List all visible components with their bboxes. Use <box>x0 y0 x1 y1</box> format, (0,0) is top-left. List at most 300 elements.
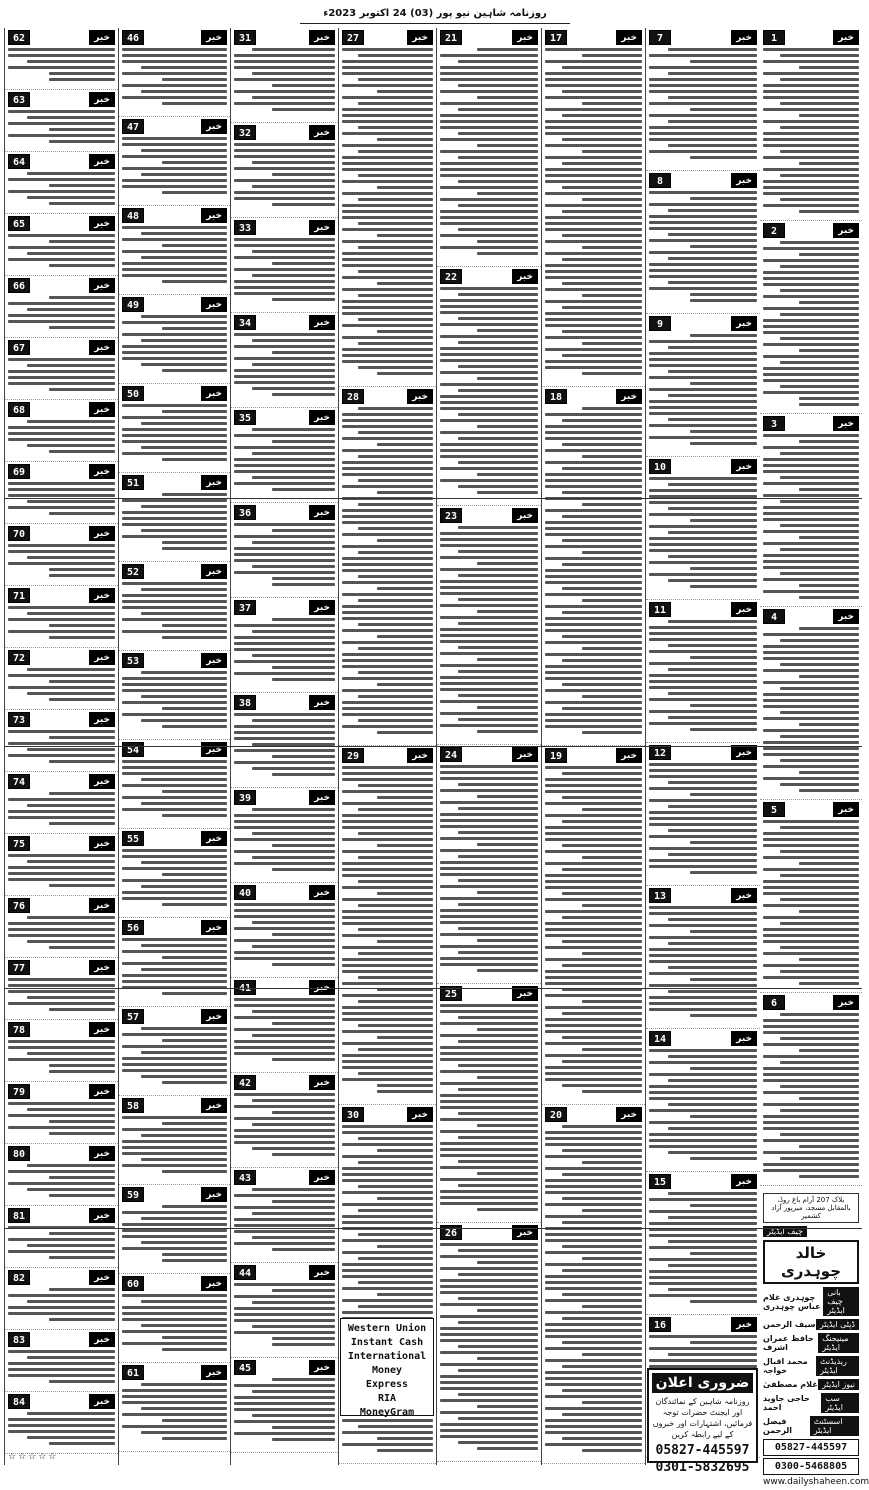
text-line <box>8 866 115 869</box>
text-line <box>49 72 115 75</box>
text-line <box>440 676 538 679</box>
text-line <box>440 1351 538 1354</box>
text-line <box>49 1132 115 1135</box>
text-line <box>763 590 859 593</box>
text-line <box>763 1103 859 1106</box>
item-tag-label: خبر <box>89 1146 115 1161</box>
text-line <box>234 1408 335 1411</box>
text-line <box>8 810 115 813</box>
text-line <box>763 1127 859 1130</box>
text-line <box>440 353 538 356</box>
text-line <box>763 295 859 298</box>
news-item <box>646 1172 760 1315</box>
text-line <box>342 1078 433 1081</box>
text-line <box>440 915 538 918</box>
text-line <box>562 611 642 614</box>
text-line <box>342 48 433 51</box>
text-line <box>458 927 538 930</box>
text-line <box>763 1121 859 1124</box>
text-line <box>252 1390 335 1393</box>
text-line <box>342 300 433 303</box>
text-line <box>545 946 642 949</box>
text-line <box>545 449 642 452</box>
text-line <box>545 958 642 961</box>
text-line <box>440 299 538 302</box>
text-line <box>234 143 335 146</box>
text-line <box>440 933 538 936</box>
text-line <box>234 1283 335 1286</box>
text-line <box>763 964 859 967</box>
text-line <box>8 66 115 69</box>
text-line <box>763 928 859 931</box>
text-line <box>234 903 335 906</box>
text-line <box>440 586 538 589</box>
item-number-badge: 6 <box>763 995 785 1010</box>
text-line <box>458 204 538 207</box>
text-line <box>545 264 642 267</box>
text-line <box>440 957 538 960</box>
item-number-badge: 71 <box>8 588 30 603</box>
item-tag-label: خبر <box>309 1170 335 1185</box>
text-line <box>358 1072 433 1075</box>
text-line <box>162 956 227 959</box>
text-line <box>234 648 335 651</box>
item-number-badge: 26 <box>440 1225 462 1240</box>
text-line <box>690 567 757 570</box>
text-line <box>562 1149 642 1152</box>
item-number-badge: 46 <box>122 30 144 45</box>
item-tag-label: خبر <box>731 173 757 188</box>
text-line <box>545 814 642 817</box>
text-line <box>545 1287 642 1290</box>
text-line <box>8 1424 115 1427</box>
text-line <box>545 360 642 363</box>
text-line <box>458 550 538 553</box>
text-line <box>649 513 757 516</box>
item-text-block <box>122 1116 227 1173</box>
text-line <box>440 1267 538 1270</box>
text-line <box>252 1147 335 1150</box>
text-line <box>649 66 757 69</box>
text-line <box>234 1384 335 1387</box>
item-text-block <box>649 48 757 159</box>
news-item <box>231 1358 338 1453</box>
item-number-badge: 61 <box>122 1365 144 1380</box>
text-line <box>27 556 115 559</box>
text-line <box>440 544 538 547</box>
text-line <box>545 1006 642 1009</box>
text-line <box>763 367 859 370</box>
text-line <box>162 1259 227 1262</box>
text-line <box>763 343 859 346</box>
text-line <box>342 790 433 793</box>
text-line <box>252 1099 335 1102</box>
text-line <box>342 772 433 775</box>
text-line <box>234 434 335 437</box>
text-line <box>780 198 859 201</box>
text-line <box>440 78 538 81</box>
text-line <box>141 1407 227 1410</box>
text-line <box>545 1185 642 1188</box>
text-line <box>122 606 227 609</box>
text-line <box>649 1276 757 1279</box>
text-line <box>477 843 538 846</box>
news-item <box>231 503 338 598</box>
text-line <box>8 358 115 361</box>
text-line <box>668 668 757 671</box>
text-line <box>582 342 642 345</box>
item-tag-label: خبر <box>407 30 433 45</box>
item-tag-label: خبر <box>201 742 227 757</box>
text-line <box>162 992 227 995</box>
text-line <box>649 638 757 641</box>
text-line <box>377 282 433 285</box>
item-number-badge: 24 <box>440 747 462 762</box>
text-line <box>162 903 227 906</box>
text-line <box>358 527 433 530</box>
text-line <box>562 916 642 919</box>
text-line <box>377 587 433 590</box>
text-line <box>763 96 859 99</box>
news-item <box>119 473 230 562</box>
item-number-badge: 27 <box>342 30 364 45</box>
text-line <box>458 180 538 183</box>
text-line <box>122 137 227 140</box>
text-line <box>763 120 859 123</box>
text-line <box>763 168 859 171</box>
text-line <box>780 898 859 901</box>
text-line <box>582 1161 642 1164</box>
staff-name: غلام مصطفیٰ <box>763 1380 818 1389</box>
text-line <box>440 383 538 386</box>
text-line <box>780 313 859 316</box>
text-line <box>8 320 115 323</box>
text-line <box>122 950 227 953</box>
text-line <box>342 946 433 949</box>
text-line <box>234 672 335 675</box>
text-line <box>649 769 757 772</box>
text-line <box>440 1094 538 1097</box>
text-line <box>342 521 433 524</box>
text-line <box>545 605 642 608</box>
text-line <box>342 473 433 476</box>
text-line <box>342 192 433 195</box>
news-item <box>760 800 862 993</box>
item-tag-label: خبر <box>833 995 859 1010</box>
text-line <box>763 1115 859 1118</box>
text-line <box>649 1294 757 1297</box>
text-line <box>582 102 642 105</box>
item-text-block <box>122 671 227 728</box>
text-line <box>440 1285 538 1288</box>
text-line <box>690 704 757 707</box>
item-tag-label: خبر <box>833 802 859 817</box>
text-line <box>545 994 642 997</box>
text-line <box>141 695 227 698</box>
office-address: بلاک 207 آرام باغ روڈ، بالمقابل مسجد، میرپور آزاد کشمیر <box>763 1193 859 1223</box>
text-line <box>668 531 757 534</box>
item-tag-label: خبر <box>731 316 757 331</box>
text-line <box>780 1037 859 1040</box>
item-number-badge: 33 <box>234 220 256 235</box>
text-line <box>122 594 227 597</box>
item-tag-label: خبر <box>89 712 115 727</box>
text-line <box>440 467 538 470</box>
text-line <box>377 1149 433 1152</box>
staff-role: نیوز ایڈیٹر <box>818 1379 859 1390</box>
text-line <box>27 308 115 311</box>
text-line <box>690 442 757 445</box>
news-item <box>5 1392 118 1454</box>
news-item <box>5 1020 118 1082</box>
text-line <box>649 412 757 415</box>
text-line <box>8 258 115 261</box>
item-text-block <box>122 1383 227 1440</box>
text-line <box>122 1045 227 1048</box>
text-line <box>649 1246 757 1249</box>
item-number-badge: 49 <box>122 297 144 312</box>
text-line <box>8 1250 115 1253</box>
text-line <box>49 760 115 763</box>
text-line <box>763 60 859 63</box>
text-line <box>141 778 227 781</box>
text-line <box>545 1281 642 1284</box>
item-tag-label: خبر <box>89 30 115 45</box>
item-tag-label: خبر <box>616 748 642 763</box>
text-line <box>545 312 642 315</box>
item-tag-label: خبر <box>89 526 115 541</box>
text-line <box>342 1155 433 1158</box>
text-line <box>342 1012 433 1015</box>
text-line <box>458 437 538 440</box>
text-line <box>272 1378 335 1381</box>
item-text-block <box>342 48 433 375</box>
text-line <box>440 1082 538 1085</box>
text-line <box>342 96 433 99</box>
text-line <box>8 488 115 491</box>
text-line <box>440 234 538 237</box>
text-line <box>342 659 433 662</box>
text-line <box>122 772 227 775</box>
text-line <box>562 90 642 93</box>
item-tag-label: خبر <box>512 747 538 762</box>
text-line <box>562 868 642 871</box>
text-line <box>545 832 642 835</box>
item-number-badge: 72 <box>8 650 30 665</box>
text-line <box>342 108 433 111</box>
text-line <box>562 210 642 213</box>
text-line <box>162 410 227 413</box>
text-line <box>440 347 538 350</box>
news-item <box>339 746 436 1105</box>
staff-role: بانی چیف ایڈیٹر <box>823 1287 859 1316</box>
text-line <box>272 773 335 776</box>
text-line <box>458 132 538 135</box>
text-line <box>440 616 538 619</box>
text-line <box>649 537 757 540</box>
text-line <box>763 204 859 207</box>
text-line <box>440 700 538 703</box>
text-line <box>252 808 335 811</box>
text-line <box>649 90 757 93</box>
text-line <box>799 66 859 69</box>
text-line <box>342 707 433 710</box>
text-line <box>545 1054 642 1057</box>
text-line <box>234 1396 335 1399</box>
text-line <box>8 1102 115 1105</box>
text-line <box>342 994 433 997</box>
item-tag-label: خبر <box>89 1084 115 1099</box>
news-item <box>231 28 338 123</box>
text-line <box>690 793 757 796</box>
text-line <box>27 1188 115 1191</box>
item-text-block <box>440 765 538 972</box>
text-line <box>458 317 538 320</box>
text-line <box>649 775 757 778</box>
text-line <box>799 536 859 539</box>
row-separator-line <box>4 746 862 747</box>
text-line <box>582 856 642 859</box>
text-line <box>234 286 335 289</box>
text-line <box>27 1164 115 1167</box>
text-line <box>545 778 642 781</box>
item-tag-label: خبر <box>731 888 757 903</box>
text-line <box>342 1042 433 1045</box>
news-item <box>437 267 541 506</box>
text-line <box>162 1170 227 1173</box>
text-line <box>49 240 115 243</box>
text-line <box>477 1124 538 1127</box>
text-line <box>440 592 538 595</box>
text-line <box>562 1365 642 1368</box>
text-line <box>458 783 538 786</box>
text-line <box>477 730 538 733</box>
text-line <box>582 1090 642 1093</box>
text-line <box>342 1060 433 1063</box>
text-line <box>649 424 757 427</box>
text-line <box>49 1232 115 1235</box>
text-line <box>162 624 227 627</box>
item-number-badge: 20 <box>545 1107 567 1122</box>
text-line <box>272 529 335 532</box>
item-number-badge: 69 <box>8 464 30 479</box>
text-line <box>562 1036 642 1039</box>
text-line <box>440 1339 538 1342</box>
text-line <box>342 60 433 63</box>
item-text-block <box>234 1378 335 1441</box>
text-line <box>377 330 433 333</box>
text-line <box>122 511 227 514</box>
text-line <box>649 1359 757 1362</box>
text-line <box>234 1402 335 1405</box>
text-line <box>8 1182 115 1185</box>
item-tag-label: خبر <box>89 650 115 665</box>
text-line <box>27 748 115 751</box>
text-line <box>234 381 335 384</box>
text-line <box>49 184 115 187</box>
text-line <box>440 407 538 410</box>
text-line <box>234 1230 335 1233</box>
text-line <box>649 1145 757 1148</box>
text-line <box>562 563 642 566</box>
text-line <box>649 358 757 361</box>
item-tag-label: خبر <box>512 1225 538 1240</box>
text-line <box>122 1069 227 1072</box>
text-line <box>252 476 335 479</box>
staff-name: حافظ عمران اشرف <box>763 1334 814 1352</box>
text-line <box>440 1034 538 1037</box>
item-text-block <box>342 407 433 734</box>
news-item <box>119 562 230 651</box>
item-text-block <box>763 820 859 985</box>
text-line <box>49 636 115 639</box>
text-line <box>440 54 538 57</box>
text-line <box>458 341 538 344</box>
text-line <box>649 722 757 725</box>
text-line <box>562 66 642 69</box>
text-line <box>562 515 642 518</box>
text-line <box>49 822 115 825</box>
text-line <box>668 418 757 421</box>
text-line <box>8 1040 115 1043</box>
text-line <box>440 765 538 768</box>
text-line <box>234 1135 335 1138</box>
item-number-badge: 4 <box>763 609 785 624</box>
text-line <box>440 1202 538 1205</box>
text-line <box>8 1312 115 1315</box>
text-line <box>545 132 642 135</box>
text-line <box>763 108 859 111</box>
text-line <box>477 1357 538 1360</box>
text-line <box>342 210 433 213</box>
text-line <box>562 1245 642 1248</box>
item-number-badge: 59 <box>122 1187 144 1202</box>
text-line <box>458 1184 538 1187</box>
text-line <box>545 928 642 931</box>
text-line <box>358 503 433 506</box>
notice-title: ضروری اعلان <box>652 1373 753 1393</box>
text-line <box>458 108 538 111</box>
item-text-block <box>234 428 335 491</box>
text-line <box>252 428 335 431</box>
text-line <box>342 66 433 69</box>
text-line <box>234 820 335 823</box>
text-line <box>440 1004 538 1007</box>
text-line <box>799 1175 859 1178</box>
text-line <box>562 820 642 823</box>
text-line <box>342 838 433 841</box>
text-line <box>458 1064 538 1067</box>
text-line <box>763 1025 859 1028</box>
text-line <box>458 622 538 625</box>
text-line <box>799 253 859 256</box>
item-tag-label: خبر <box>89 1394 115 1409</box>
text-line <box>122 226 227 229</box>
text-line <box>763 373 859 376</box>
item-tag-label: خبر <box>309 885 335 900</box>
text-line <box>234 749 335 752</box>
text-line <box>122 938 227 941</box>
text-line <box>668 394 757 397</box>
item-number-badge: 38 <box>234 695 256 710</box>
item-text-block <box>8 1164 115 1197</box>
text-line <box>780 1109 859 1112</box>
text-line <box>649 549 757 552</box>
text-line <box>562 1389 642 1392</box>
text-line <box>545 766 642 769</box>
text-line <box>272 1153 335 1156</box>
news-item <box>5 586 118 648</box>
